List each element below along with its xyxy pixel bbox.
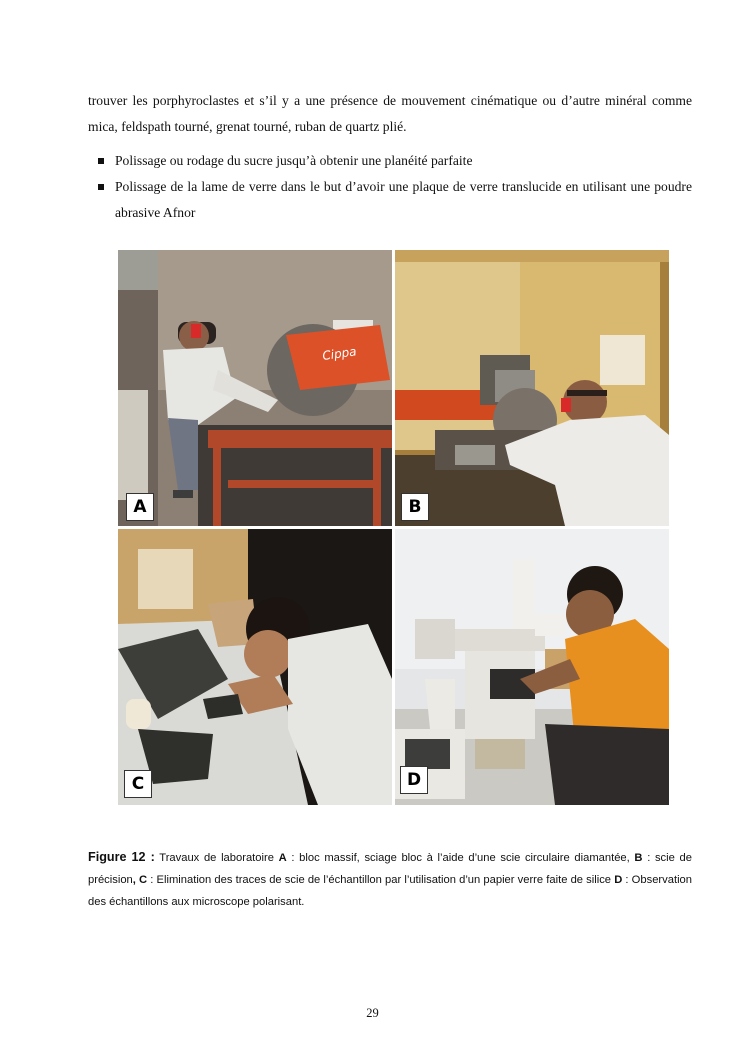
caption-text: : Observation des échantillons aux microscope polarisant. <box>88 874 693 908</box>
caption-key: A <box>278 852 287 864</box>
panel-label-d: D <box>400 766 428 794</box>
photo-panel-a <box>118 250 392 526</box>
list-item <box>96 174 692 226</box>
square-bullet-icon <box>98 184 104 190</box>
caption-text: Travaux de laboratoire <box>154 852 279 864</box>
photo-panel-b <box>395 250 669 526</box>
caption-key: B <box>634 852 643 864</box>
bullet-list <box>96 148 692 226</box>
caption-text: : bloc massif, sciage bloc à l’aide d’une scie circulaire diamantée, <box>286 852 635 864</box>
caption-text: : Elimination des traces de scie de l’échantillon par l’utilisation d’un papier verre faite de silice <box>147 874 615 886</box>
caption-key: D <box>614 874 623 886</box>
photo-panel-c <box>118 529 392 805</box>
body-paragraph: trouver les porphyroclastes et s’il y a une présence de mouvement cinématique ou d’autre minéral comme mica, feldspath tourné, grenat tourné, ruban de quartz plié. <box>88 93 692 134</box>
square-bullet-icon <box>98 158 104 164</box>
caption-key: , C <box>132 874 148 886</box>
microscope-photo <box>395 529 669 805</box>
precision-saw-photo <box>395 250 669 526</box>
saw-brand-text: Cippa <box>321 344 358 363</box>
panel-label-b: B <box>401 493 429 521</box>
panel-label-a: A <box>126 493 154 521</box>
page-number: 29 <box>366 1006 379 1020</box>
bullet-text: Polissage ou rodage du sucre jusqu’à obtenir une planéité parfaite <box>115 153 473 168</box>
panel-label-c: C <box>124 770 152 798</box>
list-item <box>96 148 692 174</box>
caption-lead: Figure 12 : <box>88 850 155 864</box>
photo-panel-d <box>395 529 669 805</box>
figure-caption <box>88 846 692 913</box>
caption-text: : scie de précision <box>88 852 692 886</box>
polishing-photo <box>118 529 392 805</box>
saw-lab-photo <box>118 250 392 526</box>
bullet-text: Polissage de la lame de verre dans le but d’avoir une plaque de verre translucide en utilisant une poudre abrasive Afnor <box>115 179 692 220</box>
